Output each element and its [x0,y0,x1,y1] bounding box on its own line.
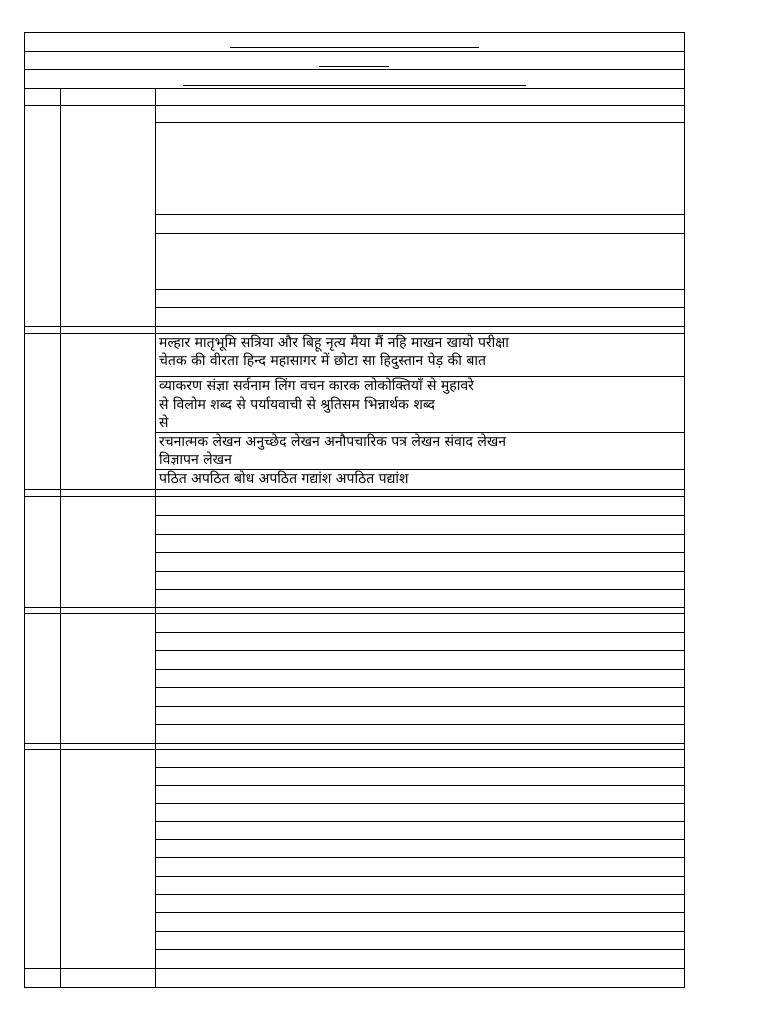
row-line [155,650,685,651]
row-line [155,515,685,516]
footer-row-line [24,968,685,969]
section-break [24,613,685,614]
syllabus-line: से विलोम शब्द से पर्यायवाची से श्रुतिसम भिन्नार्थक शब्द [159,397,435,413]
section-break [24,489,685,490]
row-line [155,687,685,688]
row-line [155,289,685,290]
row-line [155,949,685,950]
syllabus-line: व्याकरण संज्ञा सर्वनाम लिंग वचन कारक लोकोक्तियाँ से मुहावरे [159,378,474,394]
section-break [24,326,685,327]
row-line [155,785,685,786]
row-line [155,706,685,707]
row-line [155,931,685,932]
header-row-line [24,88,685,89]
section-break [24,496,685,497]
row-line [155,552,685,553]
header-row-line [24,51,685,52]
row-line [155,469,685,470]
section-break [24,607,685,608]
column-header-line [24,105,685,106]
row-line [155,669,685,670]
syllabus-line: पठित अपठित बोध अपठित गद्यांश अपठित पद्यांश [159,471,409,487]
row-line [155,912,685,913]
syllabus-line: विज्ञापन लेखन [159,452,232,468]
row-line [155,589,685,590]
syllabus-line: मल्हार मातृभूमि सत्रिया और बिहू नृत्य मैया मैं नहि माखन खायो परीक्षा [159,335,509,351]
worksheet-grid [24,32,685,988]
row-line [155,534,685,535]
row-line [155,432,685,433]
section-break [24,743,685,744]
row-line [155,803,685,804]
header-row-line [24,69,685,70]
row-line [155,233,685,234]
row-line [155,307,685,308]
column-divider-1 [60,88,61,988]
title-rule [230,47,479,48]
section-break [24,333,685,334]
row-line [155,122,685,123]
section-break [24,749,685,750]
row-line [155,894,685,895]
row-line [155,876,685,877]
heading-rule [183,85,526,86]
subtitle-rule [319,66,389,67]
syllabus-line: चेतक की वीरता हिन्द महासागर में छोटा सा हिदुस्तान पेड़ की बात [159,353,486,369]
syllabus-line: रचनात्मक लेखन अनुच्छेद लेखन अनौपचारिक पत्र लेखन संवाद लेखन [159,434,507,450]
row-line [155,839,685,840]
row-line [155,857,685,858]
row-line [155,571,685,572]
syllabus-line: से [159,415,169,431]
row-line [155,214,685,215]
row-line [155,632,685,633]
row-line [155,767,685,768]
row-line [155,724,685,725]
row-line [155,376,685,377]
row-line [155,821,685,822]
column-divider-2 [155,88,156,988]
